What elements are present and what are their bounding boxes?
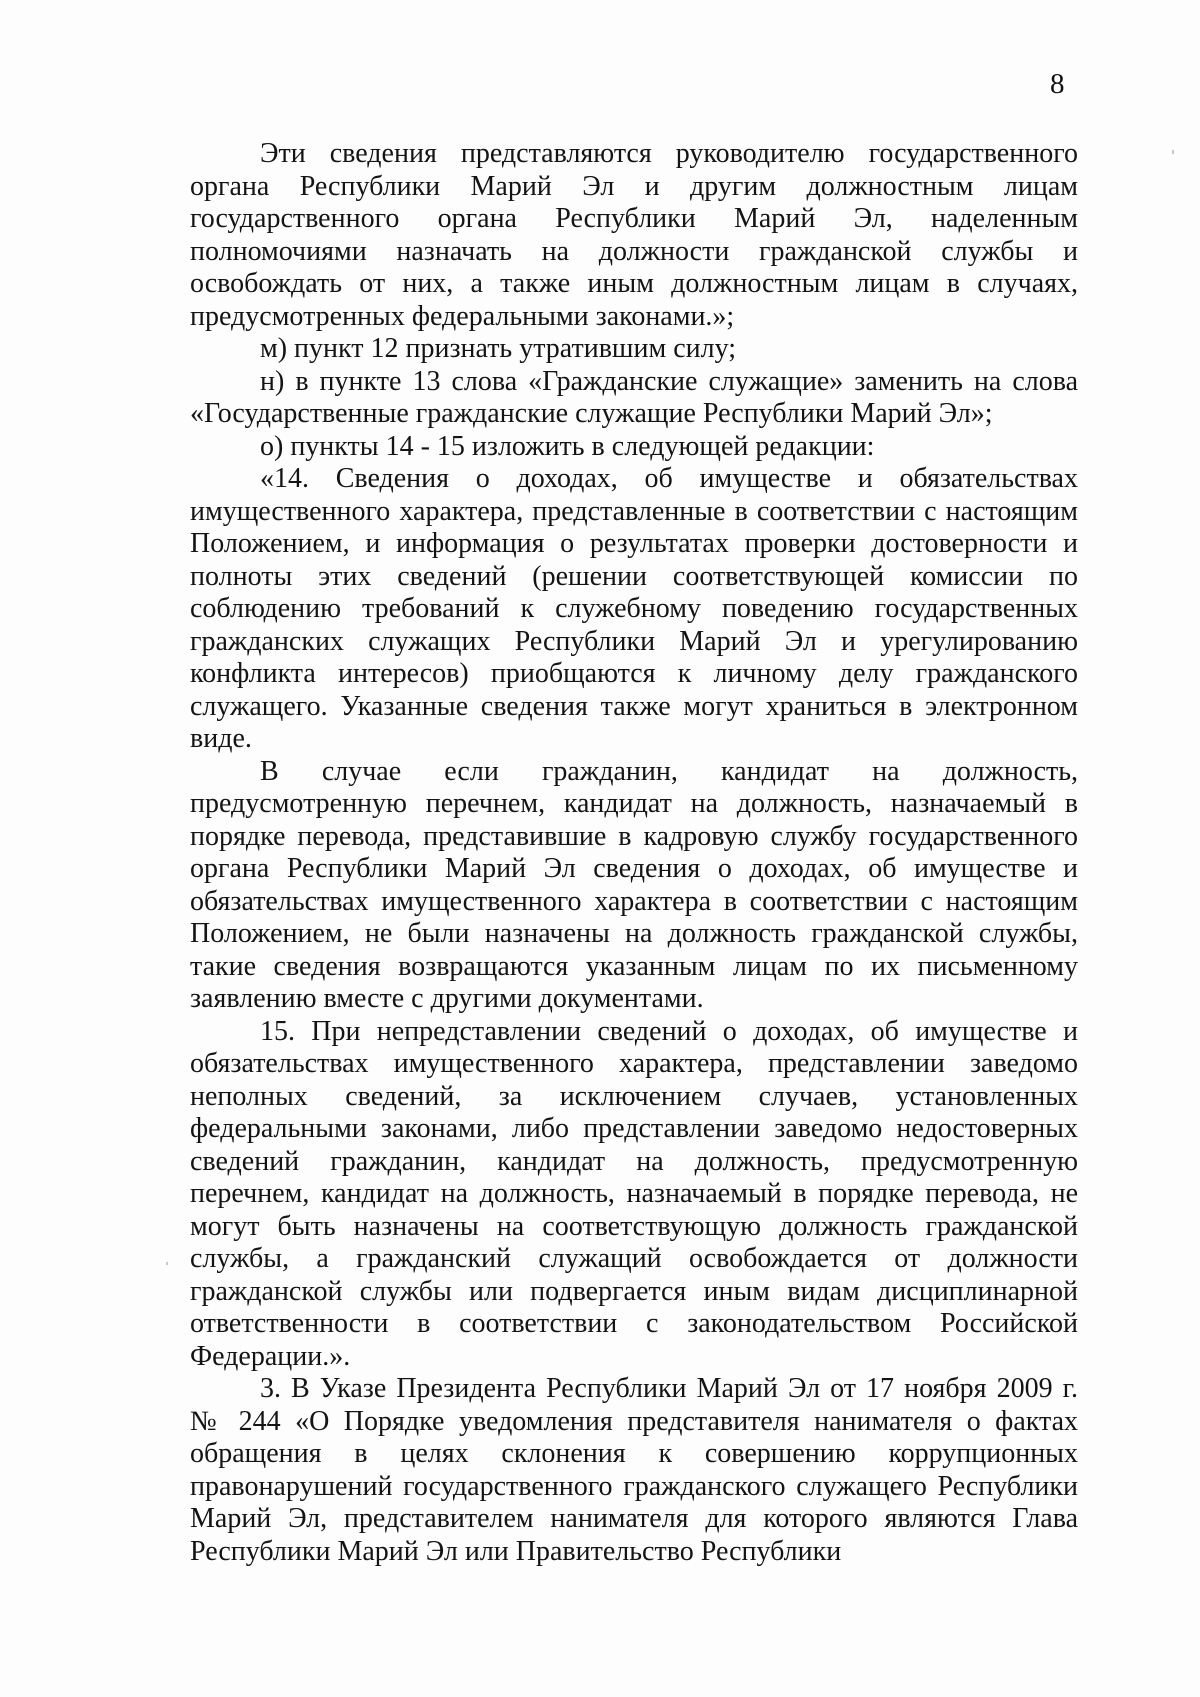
paragraph: В случае если гражданин, кандидат на должность, предусмотренную перечнем, кандидат на должность, назначаемый в порядке перевода, представившие в кадровую службу государственного органа Республики Марий Эл сведения о доходах, об имуществе и обязательствах имущественного характера в соответствии с настоящим Положением, не были назначены на должность гражданской службы, такие сведения возвращаются указанным лицам по их письменному заявлению вместе с другими документами. <box>190 755 1078 1014</box>
scan-artifact <box>1172 150 1174 154</box>
scan-artifact <box>166 1262 168 1265</box>
document-body <box>190 138 1078 1568</box>
paragraph: «14. Сведения о доходах, об имуществе и обязательствах имущественного характера, представленные в соответствии с настоящим Положением, и информация о результатах проверки достоверности и полноты этих сведений (решении соответствующей комиссии по соблюдению требований к служебному поведению государственных гражданских служащих Республики Марий Эл и урегулированию конфликта интересов) приобщаются к личному делу гражданского служащего. Указанные сведения также могут храниться в электронном виде. <box>190 463 1078 754</box>
paragraph: о) пункты 14 - 15 изложить в следующей редакции: <box>260 430 875 462</box>
paragraph: н) в пункте 13 слова «Гражданские служащие» заменить на слова «Государственные гражданские служащие Республики Марий Эл»; <box>190 365 1078 429</box>
paragraph: Эти сведения представляются руководителю государственного органа Республики Марий Эл и другим должностным лицам государственного органа Республики Марий Эл, наделенным полномочиями назначать на должности гражданской службы и освобождать от них, а также иным должностным лицам в случаях, предусмотренных федеральными законами.»; <box>190 138 1078 332</box>
page-number: 8 <box>1050 68 1065 100</box>
paragraph: м) пункт 12 признать утратившим силу; <box>260 333 736 364</box>
paragraph: 3. В Указе Президента Республики Марий Эл от 17 ноября 2009 г. № 244 «О Порядке уведомления представителя нанимателя о фактах обращения в целях склонения к совершению коррупционных правонарушений государственного гражданского служащего Республики Марий Эл, представителем нанимателя для которого являются Глава Республики Марий Эл или Правительство Республики <box>190 1373 1078 1567</box>
paragraph: 15. При непредставлении сведений о доходах, об имуществе и обязательствах имущественного характера, представлении заведомо неполных сведений, за исключением случаев, установленных федеральными законами, либо представлении заведомо недостоверных сведений гражданин, кандидат на должность, предусмотренную перечнем, кандидат на должность, назначаемый в порядке перевода, не могут быть назначены на соответствующую должность гражданской службы, а гражданский служащий освобождается от должности гражданской службы или подвергается иным видам дисциплинарной ответственности в соответствии с законодательством Российской Федерации.». <box>190 1015 1078 1372</box>
